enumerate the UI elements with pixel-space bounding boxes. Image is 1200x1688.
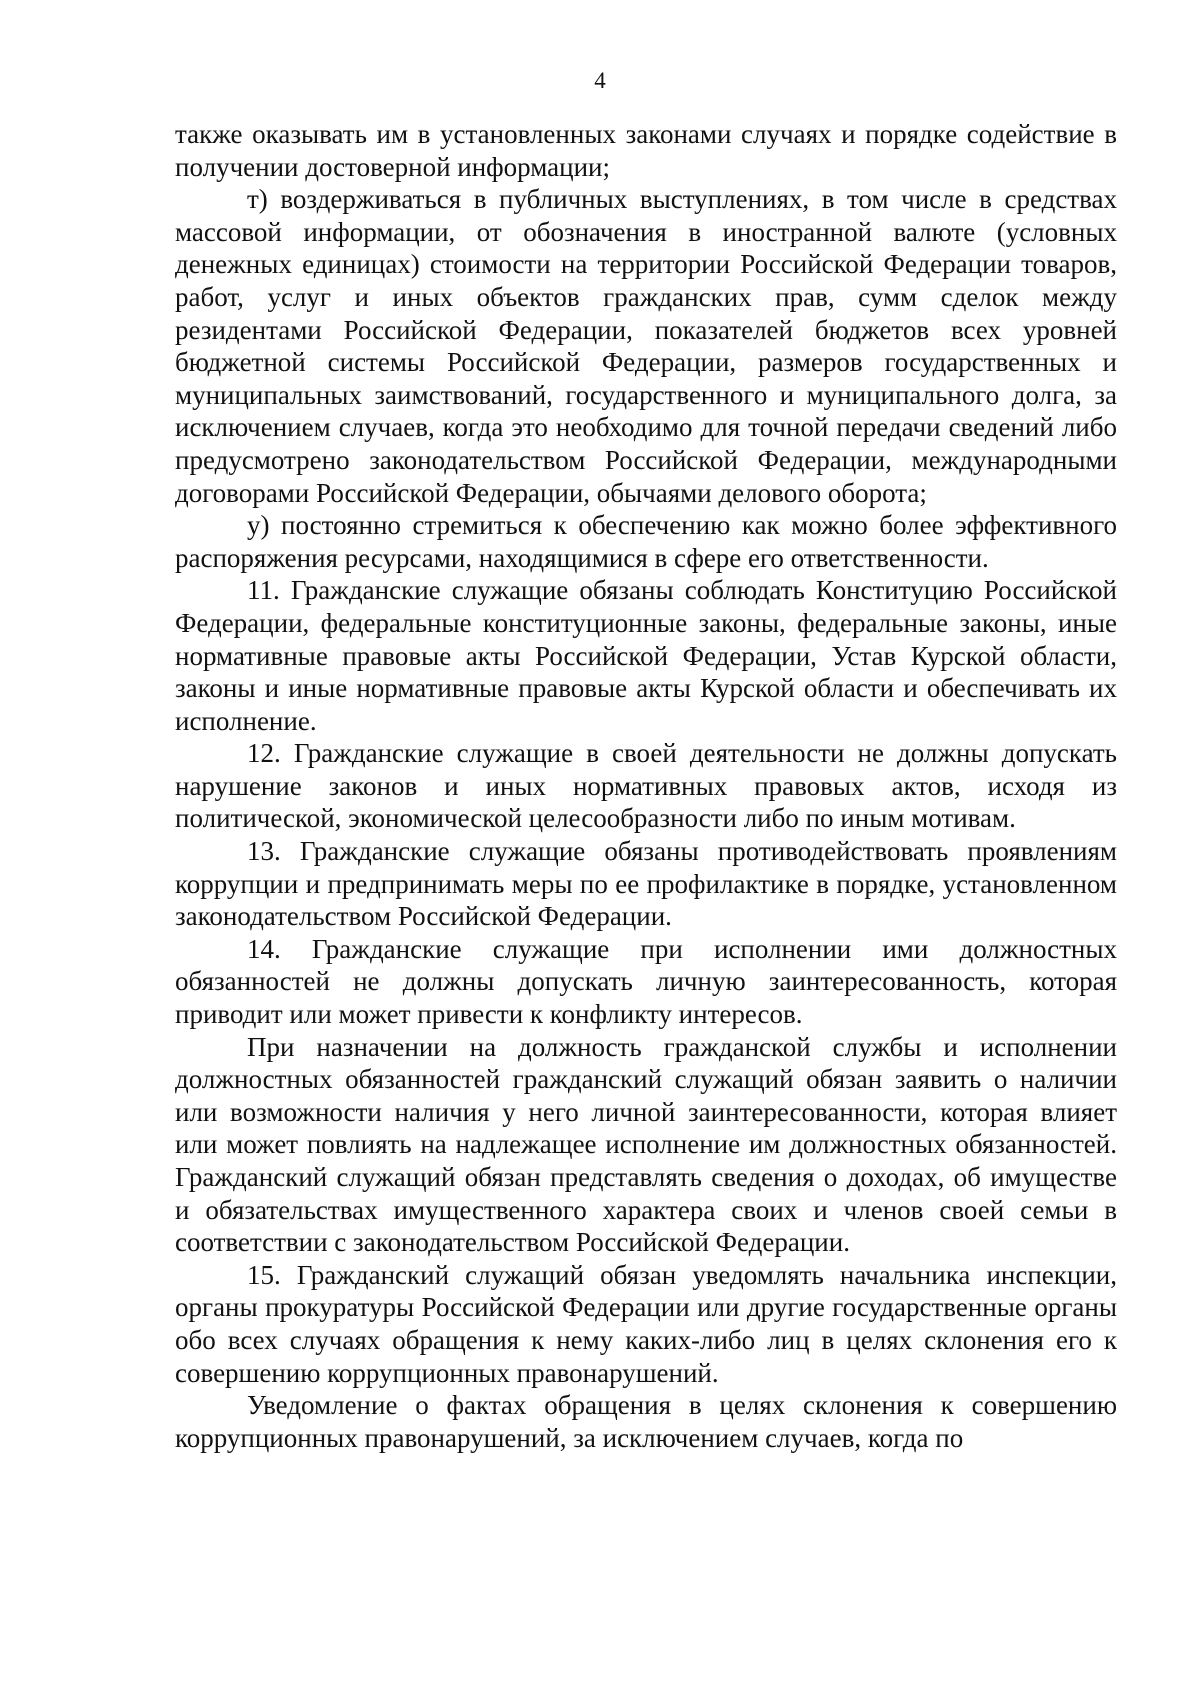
document-body	[175, 118, 1117, 1454]
paragraph-11: 11. Гражданские служащие обязаны соблюдать Конституцию Российской Федерации, федеральные конституционные законы, федеральные законы, иные нормативные правовые акты Российской Федерации, Устав Курской области, законы и иные нормативные правовые акты Курской области и обеспечивать их исполнение.	[175, 575, 1117, 736]
paragraph-15: 15. Гражданский служащий обязан уведомлять начальника инспекции, органы прокуратуры Российской Федерации или другие государственные органы обо всех случаях обращения к нему каких-либо лиц в целях склонения его к совершению коррупционных правонарушений.	[175, 1259, 1117, 1388]
paragraph-14: 14. Гражданские служащие при исполнении ими должностных обязанностей не должны допускать личную заинтересованность, которая приводит или может привести к конфликту интересов.	[175, 933, 1117, 1030]
paragraph-15-continued: Уведомление о фактах обращения в целях склонения к совершению коррупционных правонарушений, за исключением случаев, когда по	[175, 1390, 1117, 1453]
paragraph-item-u: у) постоянно стремиться к обеспечению как можно более эффективного распоряжения ресурсами, находящимися в сфере его ответственности.	[175, 510, 1117, 573]
paragraph-13: 13. Гражданские служащие обязаны противодействовать проявлениям коррупции и предпринимать меры по ее профилактике в порядке, установленном законодательством Российской Федерации.	[175, 836, 1117, 932]
paragraph-item-t: т) воздерживаться в публичных выступлениях, в том числе в средствах массовой информации, от обозначения в иностранной валюте (условных денежных единицах) стоимости на территории Российской Федерации товаров, работ, услуг и иных объектов гражданских прав, сумм сделок между резидентами Российской Федерации, показателей бюджетов всех уровней бюджетной системы Российской Федерации, размеров государственных и муниципальных заимствований, государственного и муниципального долга, за исключением случаев, когда это необходимо для точной передачи сведений либо предусмотрено законодательством Российской Федерации, международными договорами Российской Федерации, обычаями делового оборота;	[175, 184, 1117, 508]
page-number: 4	[594, 68, 606, 93]
paragraph-12: 12. Гражданские служащие в своей деятельности не должны допускать нарушение законов и иных нормативных правовых актов, исходя из политической, экономической целесообразности либо по иным мотивам.	[175, 738, 1117, 834]
paragraph-14-continued: При назначении на должность гражданской службы и исполнении должностных обязанностей гражданский служащий обязан заявить о наличии или возможности наличия у него личной заинтересованности, которая влияет или может повлиять на надлежащее исполнение им должностных обязанностей. Гражданский служащий обязан представлять сведения о доходах, об имуществе и обязательствах имущественного характера своих и членов своей семьи в соответствии с законодательством Российской Федерации.	[175, 1031, 1117, 1258]
paragraph-continuation: также оказывать им в установленных законами случаях и порядке содействие в получении достоверной информации;	[175, 119, 1117, 182]
